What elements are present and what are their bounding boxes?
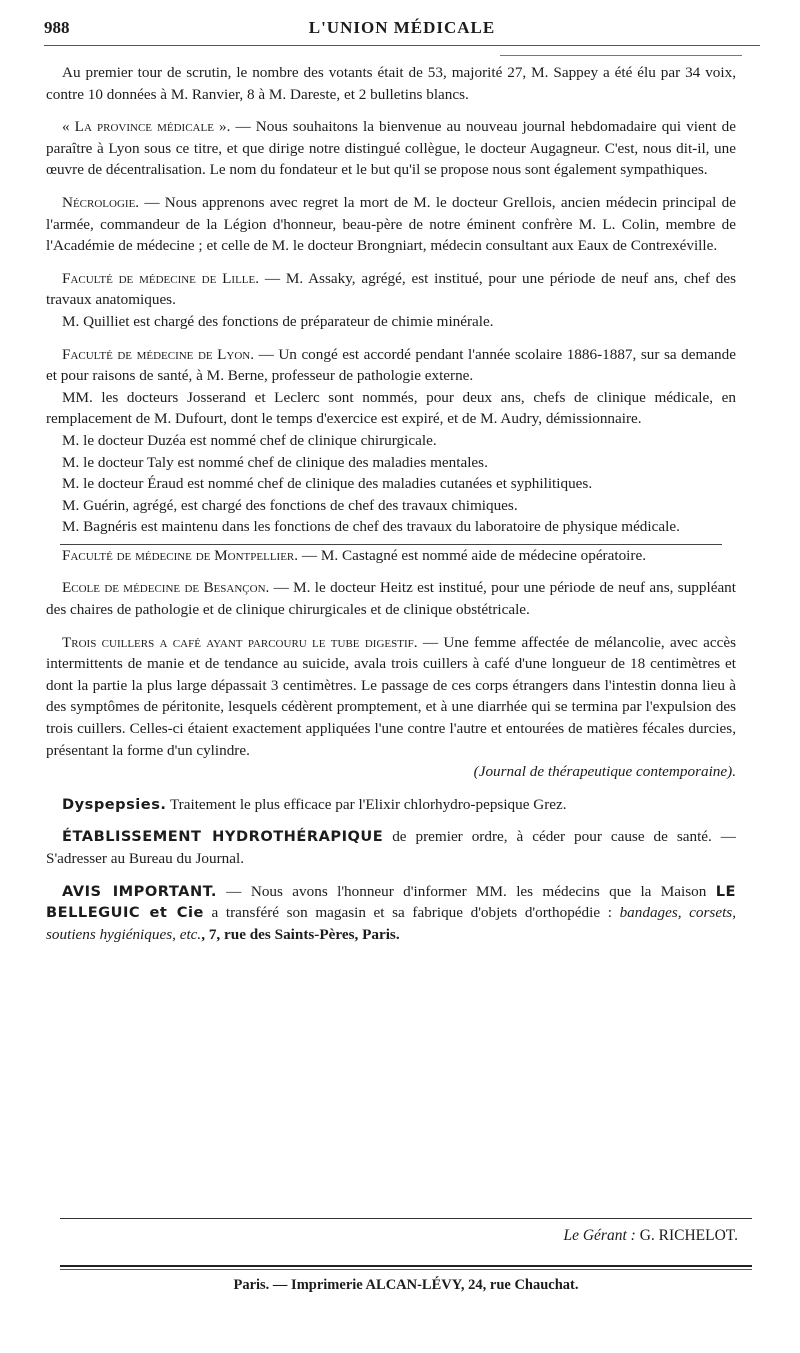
notice-heading: ÉTABLISSEMENT HYDROTHÉRAPIQUE	[62, 828, 384, 846]
printer-imprint: Paris. — Imprimerie ALCAN-LÉVY, 24, rue Chauchat.	[233, 1277, 579, 1293]
avis-important-notice: AVIS IMPORTANT. — Nous avons l'honneur d'informer MM. les médecins que la Maison LE BELLEGUIC et Cie a transféré son magasin et sa fabrique d'objets d'orthopédie : bandages, corsets, soutiens hygiéniques, etc., 7, rue des Saints-Pères, Paris.	[46, 882, 737, 943]
lille-paragraph-2: M. Quilliet est chargé des fonctions de préparateur de chimie minérale.	[62, 312, 494, 330]
section-heading: « La province médicale ».	[62, 118, 231, 136]
gerant-signature: Le Gérant : G. RICHELOT.	[563, 1227, 738, 1244]
lyon-paragraph-3: M. le docteur Duzéa est nommé chef de clinique chirurgicale.	[62, 431, 437, 449]
cuillers-paragraph: Trois cuillers a café ayant parcouru le tube digestif. — Une femme affectée de mélancolie, avec accès intermittents de manie et de tendance au suicide, avala trois cuillers à café d'une longueur de 18 centimètres et dont la partie la plus large dépassait 3 centimètres. Le passage de ces corps étrangers dans l'intestin donna lieu à des symptômes de péritonite, lesquels cédèrent promptement, et à une diarrhée qui se termina par l'expulsion des trois cuillers. Celles-ci étaient exactement appliquées l'une contre l'autre et entourées de matières fécales durcies, présentant la forme d'un cylindre.	[46, 633, 736, 759]
article-body	[46, 62, 736, 945]
election-paragraph: Au premier tour de scrutin, le nombre des votants était de 53, majorité 27, M. Sappey a été élu par 34 voix, contre 10 données à M. Ranvier, 8 à M. Dareste, et 2 bulletins blancs.	[46, 64, 736, 103]
necrologie-paragraph: Nécrologie. — Nous apprenons avec regret la mort de M. le docteur Grellois, ancien médecin principal de l'armée, commandeur de la Légion d'honneur, beau-père de notre éminent confrère M. L. Colin, membre de l'Académie de médecine ; et celle de M. le docteur Brongniart, médecin consultant aux Eaux de Contrexéville.	[46, 193, 736, 255]
footer-double-rule	[60, 1265, 752, 1267]
lyon-paragraph-4: M. le docteur Taly est nommé chef de clinique des maladies mentales.	[62, 453, 488, 471]
header-rule	[44, 45, 760, 46]
section-heading: Faculté de médecine de Montpellier.	[62, 546, 299, 564]
lyon-paragraph-5: M. le docteur Éraud est nommé chef de clinique des maladies cutanées et syphilitiques.	[62, 475, 593, 493]
besancon-paragraph: Ecole de médecine de Besançon. — M. le docteur Heitz est institué, pour une période de neuf ans, suppléant des chaires de pathologie et de clinique chirurgicales et de clinique obstétricale.	[46, 579, 737, 619]
section-heading: Ecole de médecine de Besançon.	[62, 579, 270, 597]
firm-address: , 7, rue des Saints-Pères, Paris.	[201, 925, 400, 943]
province-medicale-paragraph: « La province médicale ». — Nous souhaitons la bienvenue au nouveau journal hebdomadaire qui vient de paraître à Lyon sous ce titre, et que dirige notre distingué collègue, le docteur Augagneur. C'est, nous dit-il, une œuvre de décentralisation. Le nom du fondateur et le but qu'il se propose nous sont également sympathiques.	[46, 118, 737, 179]
dyspepsies-notice: Dyspepsies. Traitement le plus efficace par l'Elixir chlorhydro-pepsique Grez.	[62, 795, 567, 813]
hydrotherapie-notice: ÉTABLISSEMENT HYDROTHÉRAPIQUE de premier ordre, à céder pour cause de santé. — S'adresser au Bureau du Journal.	[46, 828, 736, 867]
section-heading: Nécrologie.	[62, 193, 140, 211]
notice-heading: Dyspepsies.	[62, 795, 167, 813]
notice-heading: AVIS IMPORTANT.	[62, 882, 217, 900]
firm-name: LE BELLEGUIC et Cie	[46, 882, 736, 922]
lille-paragraph: Faculté de médecine de Lille. — M. Assaky, agrégé, est institué, pour une période de neuf ans, chef des travaux anatomiques.	[46, 269, 737, 309]
footer-double-rule-thin	[60, 1269, 752, 1270]
lyon-paragraph-6: M. Guérin, agrégé, est chargé des fonctions de chef des travaux chimiques.	[62, 496, 518, 514]
lyon-paragraph: Faculté de médecine de Lyon. — Un congé est accordé pendant l'année scolaire 1886-1887, sur sa demande et pour raisons de santé, à M. Berne, professeur de pathologie externe.	[46, 345, 736, 385]
montpellier-paragraph: Faculté de médecine de Montpellier. — M. Castagné est nommé aide de médecine opératoire.	[62, 546, 646, 564]
section-heading: Faculté de médecine de Lyon.	[62, 345, 255, 363]
lyon-paragraph-7: M. Bagnéris est maintenu dans les fonctions de chef des travaux du laboratoire de physique médicale.	[62, 518, 680, 536]
running-title: L'UNION MÉDICALE	[308, 18, 496, 37]
page-number: 988	[44, 18, 70, 37]
source-citation: (Journal de thérapeutique contemporaine).	[473, 763, 736, 781]
product-list: bandages, corsets, soutiens hygiéniques, etc.	[46, 904, 737, 943]
section-heading: Trois cuillers a café ayant parcouru le tube digestif.	[62, 633, 418, 651]
footer-rule	[60, 1218, 752, 1219]
lyon-paragraph-2: MM. les docteurs Josserand et Leclerc sont nommés, pour deux ans, chefs de clinique médicale, en remplacement de M. Dufourt, dont le temps d'exercice est expiré, et de M. Audry, démissionnaire.	[46, 388, 736, 428]
section-heading: Faculté de médecine de Lille.	[62, 269, 260, 287]
header-rule-short	[500, 55, 742, 56]
